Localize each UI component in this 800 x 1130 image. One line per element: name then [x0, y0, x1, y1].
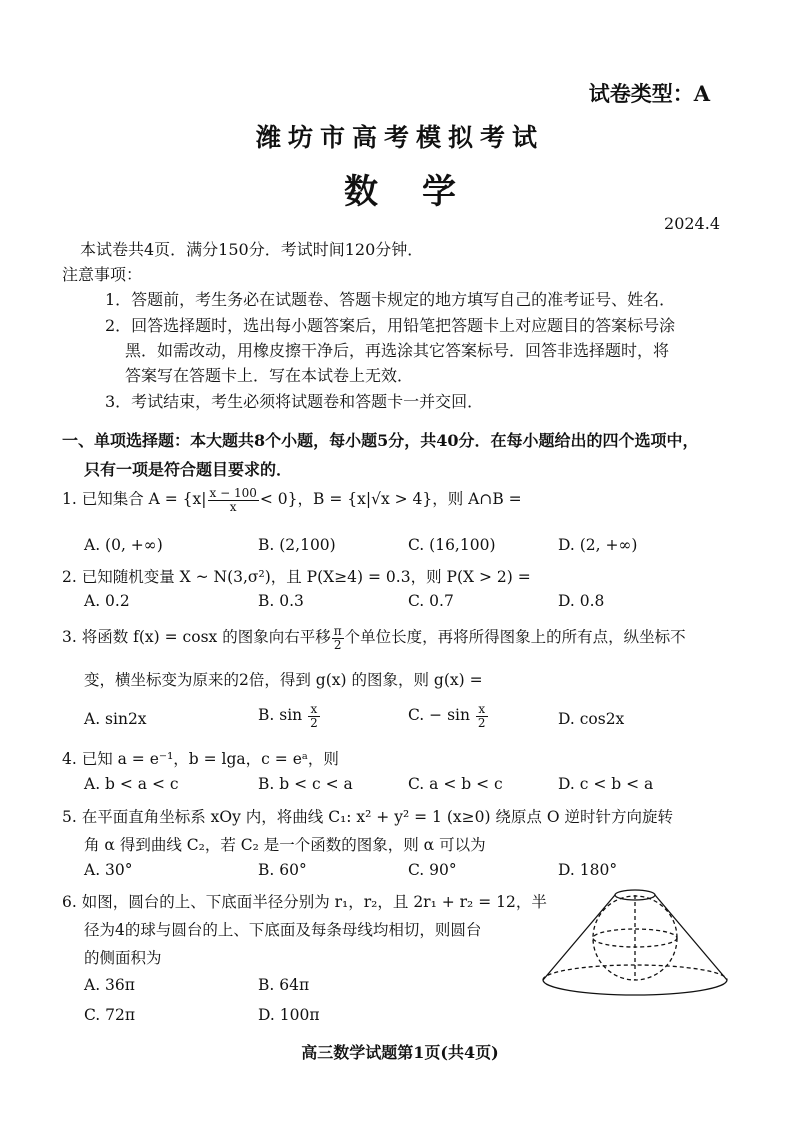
q3-option-c-num: x [476, 703, 488, 717]
q3-option-c-prefix: C. − sin [408, 706, 470, 725]
q1-fraction [208, 487, 259, 513]
paper-type-label: 试卷类型：A [588, 81, 710, 106]
question-6-cont: 径为4的球与圆台的上、下底面及每条母线均相切，则圆台 [84, 921, 482, 939]
q3-option-c-den: 2 [477, 715, 486, 730]
q3-frac-den: 2 [333, 637, 342, 652]
intro-line: 本试卷共4页．满分150分．考试时间120分钟． [80, 240, 424, 259]
note-item-2-cont2: 答案写在答题卡上．写在本试卷上无效． [125, 366, 414, 385]
q1-option-a: A. (0, +∞) [84, 536, 163, 554]
question-5-cont: 角 α 得到曲线 C₂，若 C₂ 是一个函数的图象，则 α 可以为 [84, 836, 486, 854]
q3-stem-pre: 3. 将函数 f(x) = cosx 的图象向右平移 [62, 628, 331, 647]
q6-option-a: A. 36π [84, 976, 135, 994]
exam-title: 潍坊市高考模拟考试 [255, 123, 544, 152]
q3-option-b-den: 2 [310, 715, 318, 730]
q2-option-d: D. 0.8 [558, 592, 605, 610]
q1-option-b: B. (2,100) [258, 536, 336, 554]
frustum-sphere-figure [535, 880, 735, 1005]
question-3-cont: 变，横坐标变为原来的2倍，得到 g(x) 的图象，则 g(x) = [84, 671, 483, 689]
q5-option-a: A. 30° [84, 861, 133, 879]
q3-stem-post: 个单位长度，再将所得图象上的所有点，纵坐标不 [344, 628, 686, 647]
q3-option-c-fraction [476, 703, 488, 729]
q5-option-b: B. 60° [258, 861, 307, 879]
q3-option-b-num: x [308, 703, 320, 717]
q3-option-b-fraction [308, 703, 320, 729]
q5-option-d: D. 180° [558, 861, 618, 879]
question-6: 6. 如图，圆台的上、下底面半径分别为 r₁，r₂，且 2r₁ + r₂ = 12，半 [62, 893, 547, 911]
note-item-2: 2．回答选择题时，选出每小题答案后，用铅笔把答题卡上对应题目的答案标号涂 [105, 316, 676, 335]
q3-frac-num: π [333, 624, 342, 638]
q2-option-b: B. 0.3 [258, 592, 304, 610]
q3-option-b [258, 703, 321, 729]
q3-option-a: A. sin2x [84, 710, 147, 728]
q4-option-b: B. b < c < a [258, 775, 353, 793]
q1-option-d: D. (2, +∞) [558, 536, 638, 554]
q3-option-c [408, 703, 489, 729]
note-item-2-cont: 黑．如需改动，用橡皮擦干净后，再选涂其它答案标号．回答非选择题时，将 [125, 341, 670, 360]
q4-option-d: D. c < b < a [558, 775, 654, 793]
note-item-3: 3．考试结束，考生必须将试题卷和答题卡一并交回． [105, 392, 484, 411]
q6-option-d: D. 100π [258, 1006, 320, 1024]
q4-option-c: C. a < b < c [408, 775, 503, 793]
subject-title: 数学 [344, 172, 500, 212]
q6-option-b: B. 64π [258, 976, 310, 994]
question-4: 4. 已知 a = e⁻¹，b = lga，c = eᵃ，则 [62, 750, 339, 768]
q1-stem-pre: 1. 已知集合 A = {x| [62, 490, 207, 509]
q1-option-c: C. (16,100) [408, 536, 496, 554]
q1-stem-post: < 0}，B = {x|√x > 4}，则 A∩B = [259, 490, 522, 509]
notes-title: 注意事项： [62, 265, 143, 284]
section-heading-cont: 只有一项是符合题目要求的． [84, 460, 293, 479]
q3-option-b-prefix: B. sin [258, 706, 303, 725]
page-footer: 高三数学试题第1页(共4页) [301, 1043, 499, 1062]
question-2: 2. 已知随机变量 X ~ N(3,σ²)，且 P(X≥4) = 0.3，则 P(X > 2) = [62, 568, 531, 586]
question-3 [62, 625, 686, 651]
q3-fraction [332, 625, 344, 651]
q1-frac-den: x [229, 499, 237, 514]
section-heading: 一、单项选择题：本大题共8个小题，每小题5分，共40分．在每小题给出的四个选项中， [62, 431, 699, 450]
q2-option-c: C. 0.7 [408, 592, 454, 610]
q5-option-c: C. 90° [408, 861, 457, 879]
q3-option-d: D. cos2x [558, 710, 625, 728]
q2-option-a: A. 0.2 [84, 592, 130, 610]
q4-option-a: A. b < a < c [84, 775, 179, 793]
note-item-1: 1．答题前，考生务必在试题卷、答题卡规定的地方填写自己的准考证号、姓名． [105, 290, 676, 309]
question-1 [62, 487, 522, 513]
question-5: 5. 在平面直角坐标系 xOy 内，将曲线 C₁: x² + y² = 1 (x≥0) 绕原点 O 逆时针方向旋转 [62, 808, 673, 826]
question-6-cont2: 的侧面积为 [84, 949, 162, 967]
q1-frac-num: x − 100 [209, 486, 257, 500]
exam-date: 2024.4 [664, 214, 720, 233]
q6-option-c: C. 72π [84, 1006, 136, 1024]
